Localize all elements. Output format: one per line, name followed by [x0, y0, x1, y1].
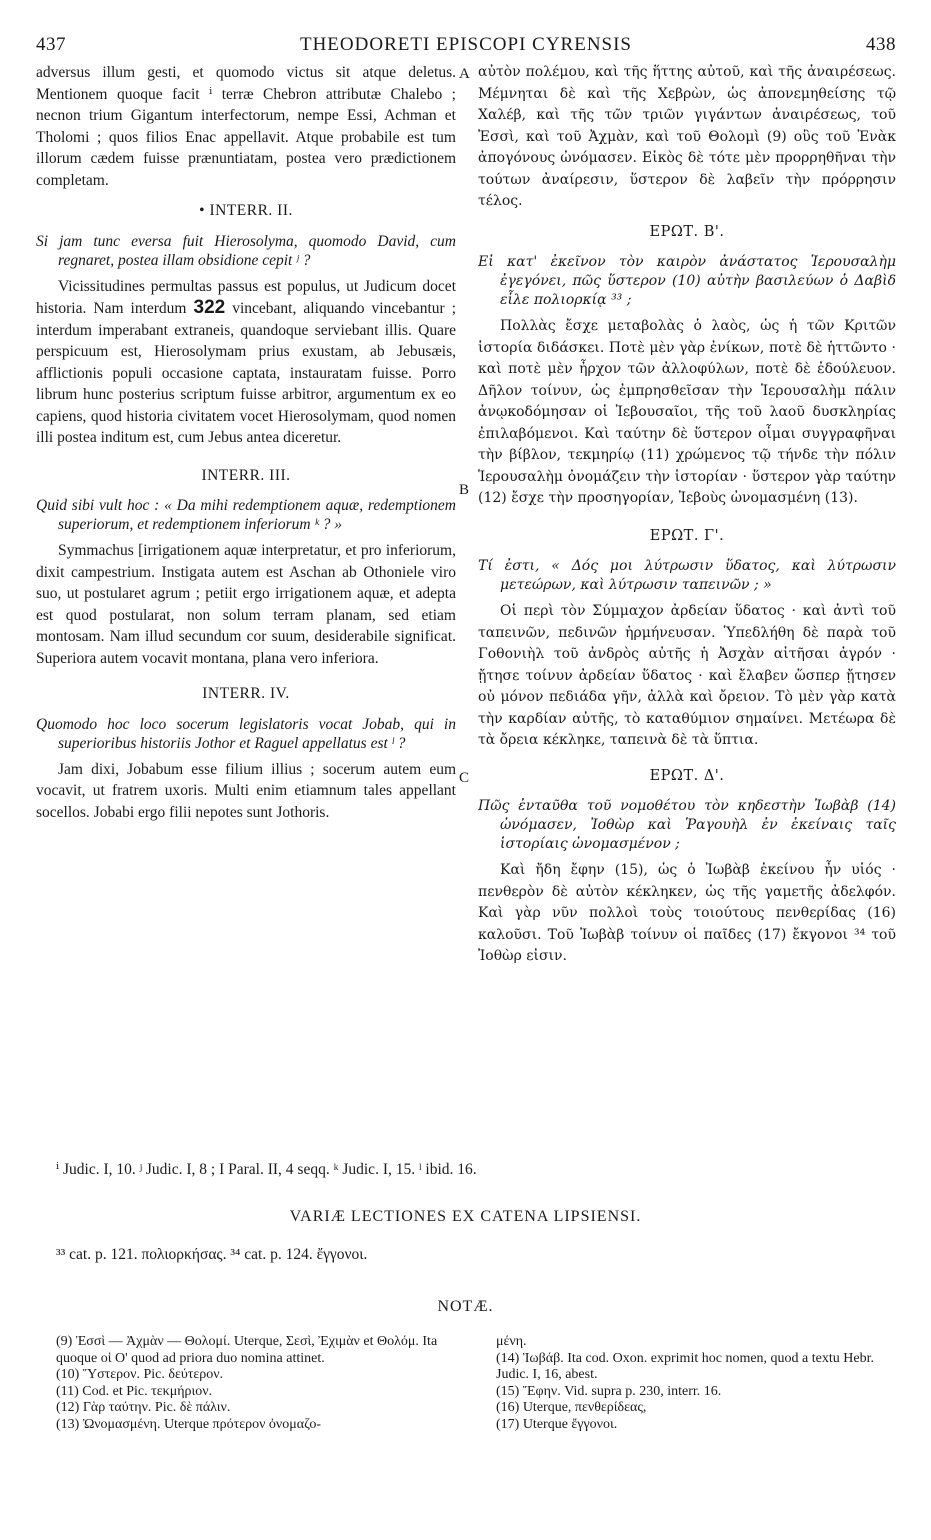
greek-answer-4: Καὶ ἤδη ἔφην (15), ὡς ὁ Ἰωβὰβ ἐκείνου ἦν υἱός · πενθερὸν δὲ αὐτὸν κέκληκεν, ὡς τῆς γαμετῆς ἀδελφόν. Καὶ γὰρ νῦν πολλοὶ τοὺς τοιούτους πενθερίδας (16) καλοῦσι. Τοῦ Ἰωβὰβ τοίνυν οἱ παῖδες (17) ἔκγονοι ³⁴ τοῦ Ἰοθὼρ εἰσιν.	[478, 862, 896, 964]
section-marker-c: C	[459, 770, 470, 786]
notae-right-column	[496, 1334, 896, 1433]
note-item: (16) Uterque, πενθερίδεας,	[496, 1400, 647, 1415]
greek-heading-erot-3: ΕΡΩΤ. Γ'.	[649, 527, 725, 544]
latin-answer-2-part-1: Vicissitudines permultas passus est populus, ut Judicum docet historia. Nam interdum	[36, 277, 456, 317]
greek-question-2: Εἰ κατ' ἐκεῖνον τὸν καιρὸν ἀνάστατος Ἱερουσαλὴμ ἐγεγόνει, πῶς ὕστερον (10) αὐτὴν βασιλεύων ὁ Δαβὶδ εἷλε πολιορκίᾳ ³³ ;	[478, 254, 896, 308]
latin-question-2: Si jam tunc eversa fuit Hierosolyma, quomodo David, cum regnaret, postea illam obsidione cepit ʲ ?	[36, 232, 456, 269]
greek-question-3: Τί ἐστι, « Δός μοι λύτρωσιν ὕδατος, καὶ λύτρωσιν μετεώρων, καὶ λύτρωσιν ταπεινῶν ; »	[478, 558, 896, 593]
latin-answer-4: Jam dixi, Jobabum esse filium illius ; socerum autem eum vocavit, ut fratrem uxoris. Multi enim etiamnum tales appellant socellos. Jobabi ergo filii nepotes sunt Jothoris.	[36, 760, 456, 821]
note-item: (11) Cod. et Pic. τεκμήριον.	[56, 1383, 213, 1399]
note-item: (15) Ἔφην. Vid. supra p. 230, interr. 16.	[496, 1383, 722, 1399]
latin-column	[36, 62, 456, 823]
greek-heading-erot-4: ΕΡΩΤ. Δ'.	[649, 767, 725, 784]
section-marker-b: B	[459, 482, 470, 498]
latin-paragraph-1: adversus illum gesti, et quomodo victus sit atque deletus. Mentionem quoque facit ⁱ terræ Chebron attributæ Chalebo ; necnon trium Gigantum interfectorum, nempe Essi, Achman et Tholomi ; quos filios Enac appellavit. Atque probabile est tum illorum cædem fuisse prænuntiatam, postea vero prædictionem completam.	[36, 64, 456, 189]
note-item: (14) Ἰωβάβ. Ita cod. Oxon. exprimit hoc nomen, quod a textu Hebr. Judic. I, 16, abest.	[496, 1350, 874, 1382]
latin-heading-interr-2: • INTERR. II.	[199, 202, 293, 219]
latin-answer-2	[36, 276, 456, 449]
note-item: μένη.	[496, 1334, 527, 1349]
greek-answer-3: Οἱ περὶ τὸν Σύμμαχον ἀρδείαν ὕδατος · καὶ ἀντὶ τοῦ ταπεινῶν, πεδινῶν ἡρμήνευσαν. Ὑπεδλήθη δὲ παρὰ τοῦ Γοθονιὴλ τοῦ ἀνδρὸς αὐτῆς ἡ Ἀσχὰν αἰτῆσαι ἀγρόν · ᾔτησε τοίνυν ἀρδείαν ὕδατος · καὶ ἔλαβεν ὥσπερ ᾔτησεν οὐ μόνον πεδιάδα γῆν, ἀλλὰ καὶ ὄρειον. Τὸ μὲν γὰρ κατὰ τὴν καρδίαν αὐτῆς, τὸ καταθύμιον σημαίνει. Μετέωρα δὲ τὰ ὄρεια κέκληκε, ταπεινὰ δὲ τὰ ὕπτια.	[478, 603, 896, 748]
scripture-footnotes: ⁱ Judic. I, 10. ʲ Judic. I, 8 ; I Paral. II, 4 seqq. ᵏ Judic. I, 15. ˡ ibid. 16.	[56, 1161, 477, 1178]
variae-lectiones-heading: VARIÆ LECTIONES EX CATENA LIPSIENSI.	[289, 1208, 642, 1225]
running-header	[36, 34, 896, 62]
column-number: 322	[193, 297, 226, 318]
note-item: (17) Uterque ἔγγονοι.	[496, 1416, 618, 1432]
notae-heading: NOTÆ.	[437, 1298, 494, 1315]
greek-paragraph-1: αὐτὸν πολέμου, καὶ τῆς ἥττης αὐτοῦ, καὶ τῆς ἀναιρέσεως. Μέμνηται δὲ καὶ τῆς Χεβρὼν, ὡς ἀπονεμηθείσης τῷ Χαλέβ, καὶ τῆς τῶν τριῶν γιγάντων ἀναιρέσεως, τοῦ Ἐσσὶ, καὶ τοῦ Ἀχμὰν, καὶ τοῦ Θολομὶ (9) οὓς τοῦ Ἐνὰκ ἀπογόνους ὠνόμασεν. Εἰκὸς δὲ τότε μὲν προρρηθῆναι τὴν τούτων ἀναίρεσιν, ὕστερον δὲ λαβεῖν τὴν πρόρρησιν τέλος.	[478, 64, 896, 209]
greek-question-4: Πῶς ἐνταῦθα τοῦ νομοθέτου τὸν κηδεστὴν Ἰωβὰβ (14) ὠνόμασεν, Ἰοθὼρ καὶ Ῥαγουὴλ ἐν ἐκείναις ταῖς ἱστορίαις ὠνομασμένον ;	[478, 798, 896, 852]
note-item: (13) Ὠνομασμένη. Uterque πρότερον ὀνομαζο-	[56, 1416, 322, 1432]
greek-heading-erot-2: ΕΡΩΤ. Β'.	[649, 223, 725, 240]
latin-question-4: Quomodo hoc loco socerum legislatoris vocat Jobab, qui in superioribus historiis Jothor et Raguel appellatus est ˡ ?	[36, 715, 456, 752]
running-title: THEODORETI EPISCOPI CYRENSIS	[299, 34, 633, 55]
latin-answer-3: Symmachus [irrigationem aquæ interpretatur, et pro inferiorum, dixit campestrium. Instigata autem est Aschan ab Othoniele viro suo, ut postularet agrum ; petiit ergo irrigationem aquæ, et adepta est quod postularat, non solum terram planam, sed etiam montosam. Nam illud secundum cor suum, desiderabile significat. Superiora autem vocavit montana, plana vero inferiora.	[36, 542, 456, 667]
note-item: (10) Ὕστερον. Pic. δεύτερον.	[56, 1367, 224, 1382]
page-number-left: 437	[36, 34, 66, 55]
page-number-right: 438	[866, 34, 896, 55]
notae-left-column	[56, 1334, 466, 1433]
note-item: (9) Ἐσσὶ — Ἀχμὰν — Θολομί. Uterque, Σεσὶ, Ἐχιμὰν et Θολόμ. Ita quoque οἱ Ο' quod ad priora duo nomina attinet.	[56, 1334, 438, 1366]
latin-heading-interr-4: INTERR. IV.	[202, 685, 290, 702]
greek-answer-2: Πολλὰς ἔσχε μεταβολὰς ὁ λαὸς, ὡς ἡ τῶν Κριτῶν ἱστορία διδάσκει. Ποτὲ μὲν γὰρ ἐνίκων, ποτὲ δὲ ἡττῶντο · καὶ ποτὲ μὲν ἦρχον τῶν ἀλλοφύλων, ποτὲ δὲ ἐδούλευον. Δῆλον τοίνυν, ὡς ἐμπρησθεῖσαν τὴν Ἱερουσαλὴμ πάλιν ἀνῳκοδόμησαν οἱ Ἰεβουσαῖοι, τῆς τοῦ λαοῦ δυσκληρίας ἐπιλαβόμενοι. Καὶ ταύτην δὲ ὕστερον οἶμαι συγγραφῆναι τὴν βίβλον, τεκμηρίῳ (11) χρώμενος τῷ τήνδε τὴν πόλιν Ἱερουσαλὴμ ὀνομάζειν τὴν ἱστορίαν · ὕστερον γὰρ ταύτην (12) ἔσχε τὴν προσηγορίαν, Ἰεβοὺς ὠνομασμένη (13).	[478, 318, 896, 506]
note-item: (12) Γὰρ ταύτην. Pic. δὲ πάλιν.	[56, 1400, 231, 1415]
variae-lectiones-line: ³³ cat. p. 121. πολιορκήσας. ³⁴ cat. p. 124. ἔγγονοι.	[56, 1246, 368, 1263]
greek-column	[478, 62, 896, 968]
latin-question-3: Quid sibi vult hoc : « Da mihi redemptionem aquæ, redemptionem superiorum, et redemptionem inferiorum ᵏ ? »	[36, 497, 456, 533]
section-marker-a: A	[459, 66, 470, 82]
latin-heading-interr-3: INTERR. III.	[201, 466, 291, 484]
latin-answer-2-part-2: vincebant, aliquando vincebantur ; interdum imperabant extraneis, quandoque serviebant illis. Quare perspicuum est, Hierosolymam prius exustam, ab Jebusæis, afflictionis populi occasione captata, instauratam fuisse. Porro librum hunc posterius scriptum fuisse arbitror, argumentum ex eo capiens, quod historia civitatem vocet Hierosolymam, quod nomen illi postea inditum est, cum Jebus antea diceretur.	[36, 300, 456, 446]
main-text	[36, 62, 896, 1162]
